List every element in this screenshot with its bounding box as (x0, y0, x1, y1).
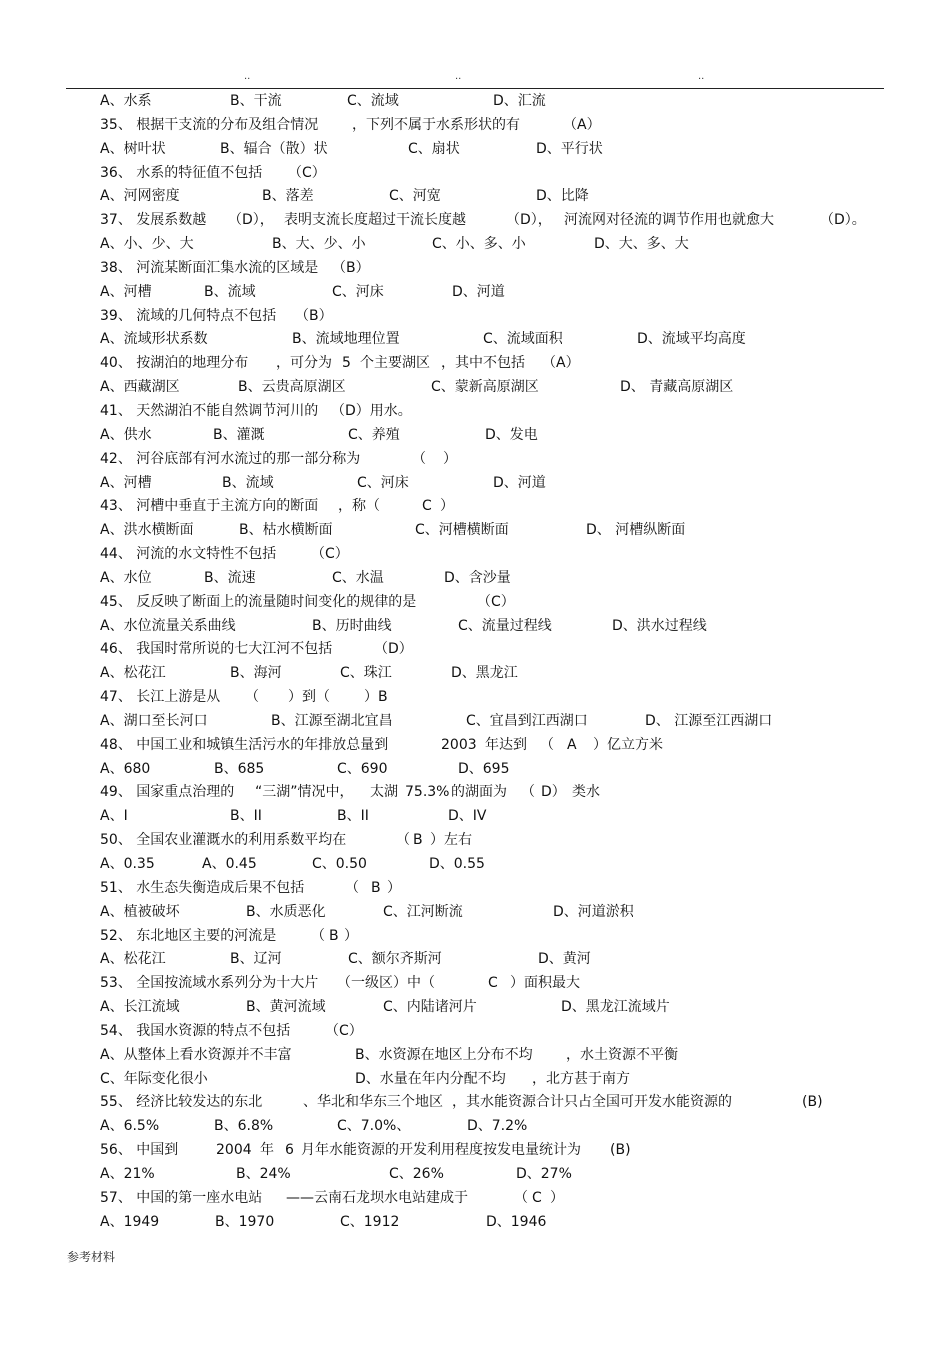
option-text: A、流域形状系数 (100, 331, 208, 348)
question-text: 75.3% (405, 784, 450, 801)
options-39 (100, 328, 890, 352)
option-text: D、含沙量 (444, 569, 511, 586)
option-text: D、河道淤积 (553, 903, 634, 920)
option-text: C、1912 (340, 1213, 400, 1230)
option-text: B、24% (236, 1165, 291, 1182)
option-text: C、7.0%、 (337, 1118, 411, 1135)
option-text: B、1970 (215, 1213, 275, 1230)
header-dots-center: .. (455, 71, 462, 82)
options-56 (100, 1163, 890, 1187)
page-footer: 参考材料 (67, 1250, 116, 1264)
option-text: B、流域 (204, 283, 256, 300)
options-52 (100, 948, 890, 972)
option-text: B、枯水横断面 (239, 522, 333, 539)
question-text: 52、 东北地区主要的河流是 (100, 927, 277, 944)
question-text: 39、 流域的几何特点不包括 (100, 307, 277, 324)
options-54-c-d (100, 1068, 890, 1092)
options-45 (100, 615, 890, 639)
question-text: ）左右 (430, 832, 472, 849)
question-49 (100, 781, 890, 805)
option-text: A、松花江 (100, 951, 166, 968)
question-text: 年 (260, 1142, 274, 1159)
option-text: D、IV (448, 808, 487, 825)
option-text: D、河道 (493, 474, 546, 491)
answer-mark: ）到（ (288, 689, 330, 706)
option-text: C、河床 (357, 474, 409, 491)
answer-mark: （ (311, 927, 325, 944)
option-text: C、珠江 (340, 665, 392, 682)
options-55 (100, 1115, 890, 1139)
answer-mark: （ (521, 784, 535, 801)
option-text: A、洪水横断面 (100, 522, 194, 539)
option-text: C、内陆诸河片 (383, 999, 477, 1016)
option-text: B、江源至湖北宜昌 (271, 712, 393, 729)
question-text: 35、 根据干支流的分布及组合情况 (100, 116, 319, 133)
option-text: B、流速 (204, 569, 256, 586)
option-text: D、0.55 (429, 856, 485, 872)
answer-mark: （C） (311, 546, 349, 563)
question-text: 45、 反反映了断面上的流量随时间变化的规律的是 (100, 593, 417, 610)
question-text: 河流网对径流的调节作用也就愈大 (564, 212, 774, 229)
question-text: 47、 长江上游是从 (100, 689, 221, 706)
option-text: C、流量过程线 (458, 617, 552, 634)
question-39 (100, 305, 890, 329)
question-41 (100, 400, 890, 424)
option-text: A、水位 (100, 569, 152, 586)
option-text: B、685 (214, 760, 265, 777)
option-text: B、干流 (230, 93, 282, 109)
question-text: ，其水能资源合计只占全国可开发水能资源的 (452, 1094, 732, 1111)
answer-mark: （ (540, 736, 554, 753)
answer-mark: （ (514, 1189, 528, 1206)
question-40 (100, 352, 890, 376)
option-text: A、I (100, 808, 128, 825)
option-text: D、汇流 (493, 93, 546, 109)
option-text: B、大、少、小 (272, 236, 366, 253)
option-text: B、海河 (230, 665, 282, 682)
options-51 (100, 901, 890, 925)
options-57 (100, 1211, 890, 1235)
option-text: B、水资源在地区上分布不均 (355, 1046, 533, 1063)
options-46 (100, 662, 890, 686)
answer-mark: C (422, 498, 432, 515)
question-text: 个主要湖区 (360, 355, 430, 372)
answer-mark: B (329, 927, 339, 944)
option-text: D、发电 (485, 426, 538, 443)
question-text: 6 (285, 1142, 294, 1159)
option-text: A、0.35 (100, 856, 155, 872)
option-text: C、河床 (332, 283, 384, 300)
option-text: D、 青藏高原湖区 (620, 379, 734, 396)
question-text: 、华北和华东三个地区 (303, 1094, 443, 1111)
option-text: A、小、少、大 (100, 236, 194, 253)
answer-mark: （B） (332, 259, 370, 276)
option-text: B、6.8% (214, 1118, 274, 1135)
question-46 (100, 638, 890, 662)
question-37 (100, 209, 890, 233)
question-43 (100, 495, 890, 519)
option-text: A、湖口至长河口 (100, 712, 208, 729)
option-text: D、流域平均高度 (637, 331, 746, 348)
question-text: ，其中不包括 (441, 355, 525, 372)
question-52 (100, 925, 890, 949)
answer-mark: ） (344, 927, 358, 944)
answer-mark: B (371, 879, 381, 896)
option-text: A、河槽 (100, 283, 152, 300)
answer-mark: A (567, 736, 577, 753)
question-text: 48、 中国工业和城镇生活污水的年排放总量到 (100, 736, 389, 753)
options-36 (100, 185, 890, 209)
question-text: ，可分为 (276, 355, 332, 372)
answer-mark: （C） (325, 1022, 363, 1039)
option-text: C、流域面积 (483, 331, 563, 348)
header-dots-right: .. (698, 71, 705, 82)
option-text: B、流域 (222, 474, 274, 491)
option-text: A、6.5% (100, 1118, 160, 1135)
answer-mark: （ (412, 450, 426, 467)
option-text: A、松花江 (100, 665, 166, 682)
answer-mark: （D）， (228, 212, 274, 229)
option-text: D、7.2% (467, 1118, 528, 1135)
question-text: 50、 全国农业灌溉水的利用系数平均在 (100, 832, 347, 849)
question-38 (100, 257, 890, 281)
question-36 (100, 162, 890, 186)
option-text: A、长江流域 (100, 999, 180, 1016)
question-text: ，称（ (338, 498, 380, 515)
answer-mark: （ (345, 879, 359, 896)
header-rule (66, 88, 884, 89)
question-text: 年达到 (485, 736, 527, 753)
option-text: C、宜昌到江西湖口 (466, 712, 588, 729)
page-header (0, 70, 950, 84)
options-43 (100, 519, 890, 543)
header-dots-left: .. (244, 71, 251, 82)
option-text: A、从整体上看水资源并不丰富 (100, 1046, 292, 1063)
question-text: 51、 水生态失衡造成后果不包括 (100, 879, 305, 896)
option-text: C、26% (389, 1165, 444, 1182)
option-text: A、西藏湖区 (100, 379, 180, 396)
option-text: D、黑龙江流域片 (561, 999, 670, 1016)
option-text: C、年际变化很小 (100, 1070, 208, 1087)
options-40 (100, 376, 890, 400)
answer-mark: ） (387, 879, 401, 896)
question-list (100, 90, 890, 1235)
answer-mark: C (488, 975, 498, 992)
question-text: 49、 国家重点治理的 (100, 784, 235, 801)
options-53 (100, 996, 890, 1020)
question-42 (100, 448, 890, 472)
option-text: A、680 (100, 760, 151, 777)
question-44 (100, 543, 890, 567)
option-text: D、1946 (486, 1213, 547, 1230)
options-34 (100, 90, 890, 114)
options-38 (100, 281, 890, 305)
question-text: ，下列不属于水系形状的有 (352, 116, 520, 133)
question-text: 月年水能资源的开发利用程度按发电量统计为 (301, 1142, 581, 1159)
option-text: D、695 (458, 760, 510, 777)
question-text: 36、 水系的特征值不包括 (100, 164, 263, 181)
question-text: 56、 中国到 (100, 1142, 179, 1159)
option-text: C、0.50 (312, 856, 367, 872)
option-text: C、扇状 (408, 140, 460, 157)
answer-mark: B (413, 832, 423, 849)
answer-mark: （D）， (506, 212, 552, 229)
option-text: A、水位流量关系曲线 (100, 617, 236, 634)
option-text: A、21% (100, 1165, 155, 1182)
answer-mark: ）B (364, 689, 388, 706)
question-54 (100, 1020, 890, 1044)
option-text: ，水土资源不平衡 (566, 1046, 678, 1063)
question-text: 2004 (216, 1142, 252, 1159)
question-text: ——云南石龙坝水电站建成于 (286, 1189, 468, 1206)
question-text: 类水 (572, 784, 600, 801)
option-text: B、落差 (262, 188, 314, 205)
option-text: B、辽河 (230, 951, 282, 968)
question-text: （一级区）中（ (337, 975, 435, 992)
question-48 (100, 734, 890, 758)
question-56 (100, 1139, 890, 1163)
option-text: A、供水 (100, 426, 152, 443)
options-41 (100, 424, 890, 448)
question-text: 42、 河谷底部有河水流过的那一部分称为 (100, 450, 361, 467)
option-text: D、27% (516, 1165, 572, 1182)
question-50 (100, 829, 890, 853)
question-text: 2003 (441, 736, 477, 753)
option-text: C、蒙新高原湖区 (431, 379, 539, 396)
answer-mark: ） (443, 450, 457, 467)
option-text: A、河槽 (100, 474, 152, 491)
option-text: C、河槽横断面 (415, 522, 509, 539)
options-37 (100, 233, 890, 257)
option-text: A、1949 (100, 1213, 160, 1230)
option-text: B、辐合（散）状 (220, 140, 328, 157)
answer-mark: ） (440, 498, 454, 515)
option-text: D、 河槽纵断面 (586, 522, 686, 539)
answer-mark: （ (245, 689, 259, 706)
answer-mark: （A） (542, 355, 580, 372)
option-text: C、690 (337, 760, 388, 777)
option-text: D、黑龙江 (451, 665, 518, 682)
option-text: A、0.45 (202, 856, 257, 872)
option-text: A、水系 (100, 93, 152, 109)
option-text: B、历时曲线 (312, 617, 392, 634)
question-57 (100, 1187, 890, 1211)
option-text: C、流域 (347, 93, 399, 109)
answer-mark: (B) (610, 1142, 631, 1159)
option-text: B、云贵高原湖区 (238, 379, 346, 396)
option-text: C、小、多、小 (432, 236, 526, 253)
option-text: C、养殖 (348, 426, 400, 443)
option-text: B、流域地理位置 (292, 331, 400, 348)
question-text: ）面积最大 (510, 975, 580, 992)
option-text: C、江河断流 (383, 903, 463, 920)
options-42 (100, 472, 890, 496)
question-text: ）亿立方米 (593, 736, 663, 753)
options-48 (100, 758, 890, 782)
question-47 (100, 686, 890, 710)
option-text: B、II (337, 808, 369, 825)
answer-mark: （ (396, 832, 410, 849)
question-text: 表明支流长度超过干流长度越 (284, 212, 466, 229)
question-text: 43、 河槽中垂直于主流方向的断面 (100, 498, 319, 515)
options-47 (100, 710, 890, 734)
option-text: B、灌溉 (213, 426, 265, 443)
question-text: 46、 我国时常所说的七大江河不包括 (100, 641, 333, 658)
question-text: 40、 按湖泊的地理分布 (100, 355, 249, 372)
question-text: 54、 我国水资源的特点不包括 (100, 1022, 291, 1039)
question-55 (100, 1091, 890, 1115)
option-text: D、黄河 (538, 951, 591, 968)
options-54-a-b (100, 1044, 890, 1068)
option-text: ，北方甚于南方 (532, 1070, 630, 1087)
options-50 (100, 853, 890, 877)
option-text: C、河宽 (389, 188, 441, 205)
option-text: D、水量在年内分配不均 (355, 1070, 506, 1087)
option-text: B、水质恶化 (246, 903, 326, 920)
question-text: 53、 全国按流域水系列分为十大片 (100, 975, 319, 992)
option-text: D、河道 (452, 283, 505, 300)
question-text: 55、 经济比较发达的东北 (100, 1094, 263, 1111)
option-text: B、黄河流域 (246, 999, 326, 1016)
question-text: 57、 中国的第一座水电站 (100, 1189, 263, 1206)
answer-mark: (B) (802, 1094, 823, 1111)
question-text: 37、 发展系数越 (100, 212, 207, 229)
answer-mark: D） (541, 784, 566, 801)
answer-mark: ） (550, 1189, 564, 1206)
answer-mark: C (532, 1189, 542, 1206)
question-45 (100, 591, 890, 615)
question-text: 太湖 (370, 784, 398, 801)
answer-mark: （B） (295, 307, 333, 324)
options-44 (100, 567, 890, 591)
option-text: D、洪水过程线 (612, 617, 707, 634)
options-49 (100, 805, 890, 829)
answer-mark: （D）用水。 (331, 402, 412, 419)
option-text: D、 江源至江西湖口 (645, 712, 773, 729)
answer-mark: （C） (477, 593, 515, 610)
option-text: C、水温 (332, 569, 384, 586)
answer-mark: （D） (374, 641, 413, 658)
option-text: D、大、多、大 (594, 236, 689, 253)
question-text: “三湖”情况中， (255, 784, 354, 801)
option-text: D、平行状 (536, 140, 603, 157)
option-text: D、比降 (536, 188, 589, 205)
option-text: C、额尔齐斯河 (348, 951, 442, 968)
question-text: 44、 河流的水文特性不包括 (100, 546, 277, 563)
question-35 (100, 114, 890, 138)
option-text: B、II (230, 808, 262, 825)
option-text: A、河网密度 (100, 188, 180, 205)
answer-mark: （A） (563, 116, 601, 133)
option-text: A、植被破坏 (100, 903, 180, 920)
question-text: 的湖面为 (451, 784, 507, 801)
question-53 (100, 972, 890, 996)
question-text: 41、 天然湖泊不能自然调节河川的 (100, 402, 319, 419)
options-35 (100, 138, 890, 162)
question-text: 38、 河流某断面汇集水流的区域是 (100, 259, 319, 276)
question-text: 5 (342, 355, 351, 372)
answer-mark: （D）。 (820, 212, 866, 229)
answer-mark: （C） (288, 164, 326, 181)
question-51 (100, 877, 890, 901)
option-text: A、树叶状 (100, 140, 166, 157)
